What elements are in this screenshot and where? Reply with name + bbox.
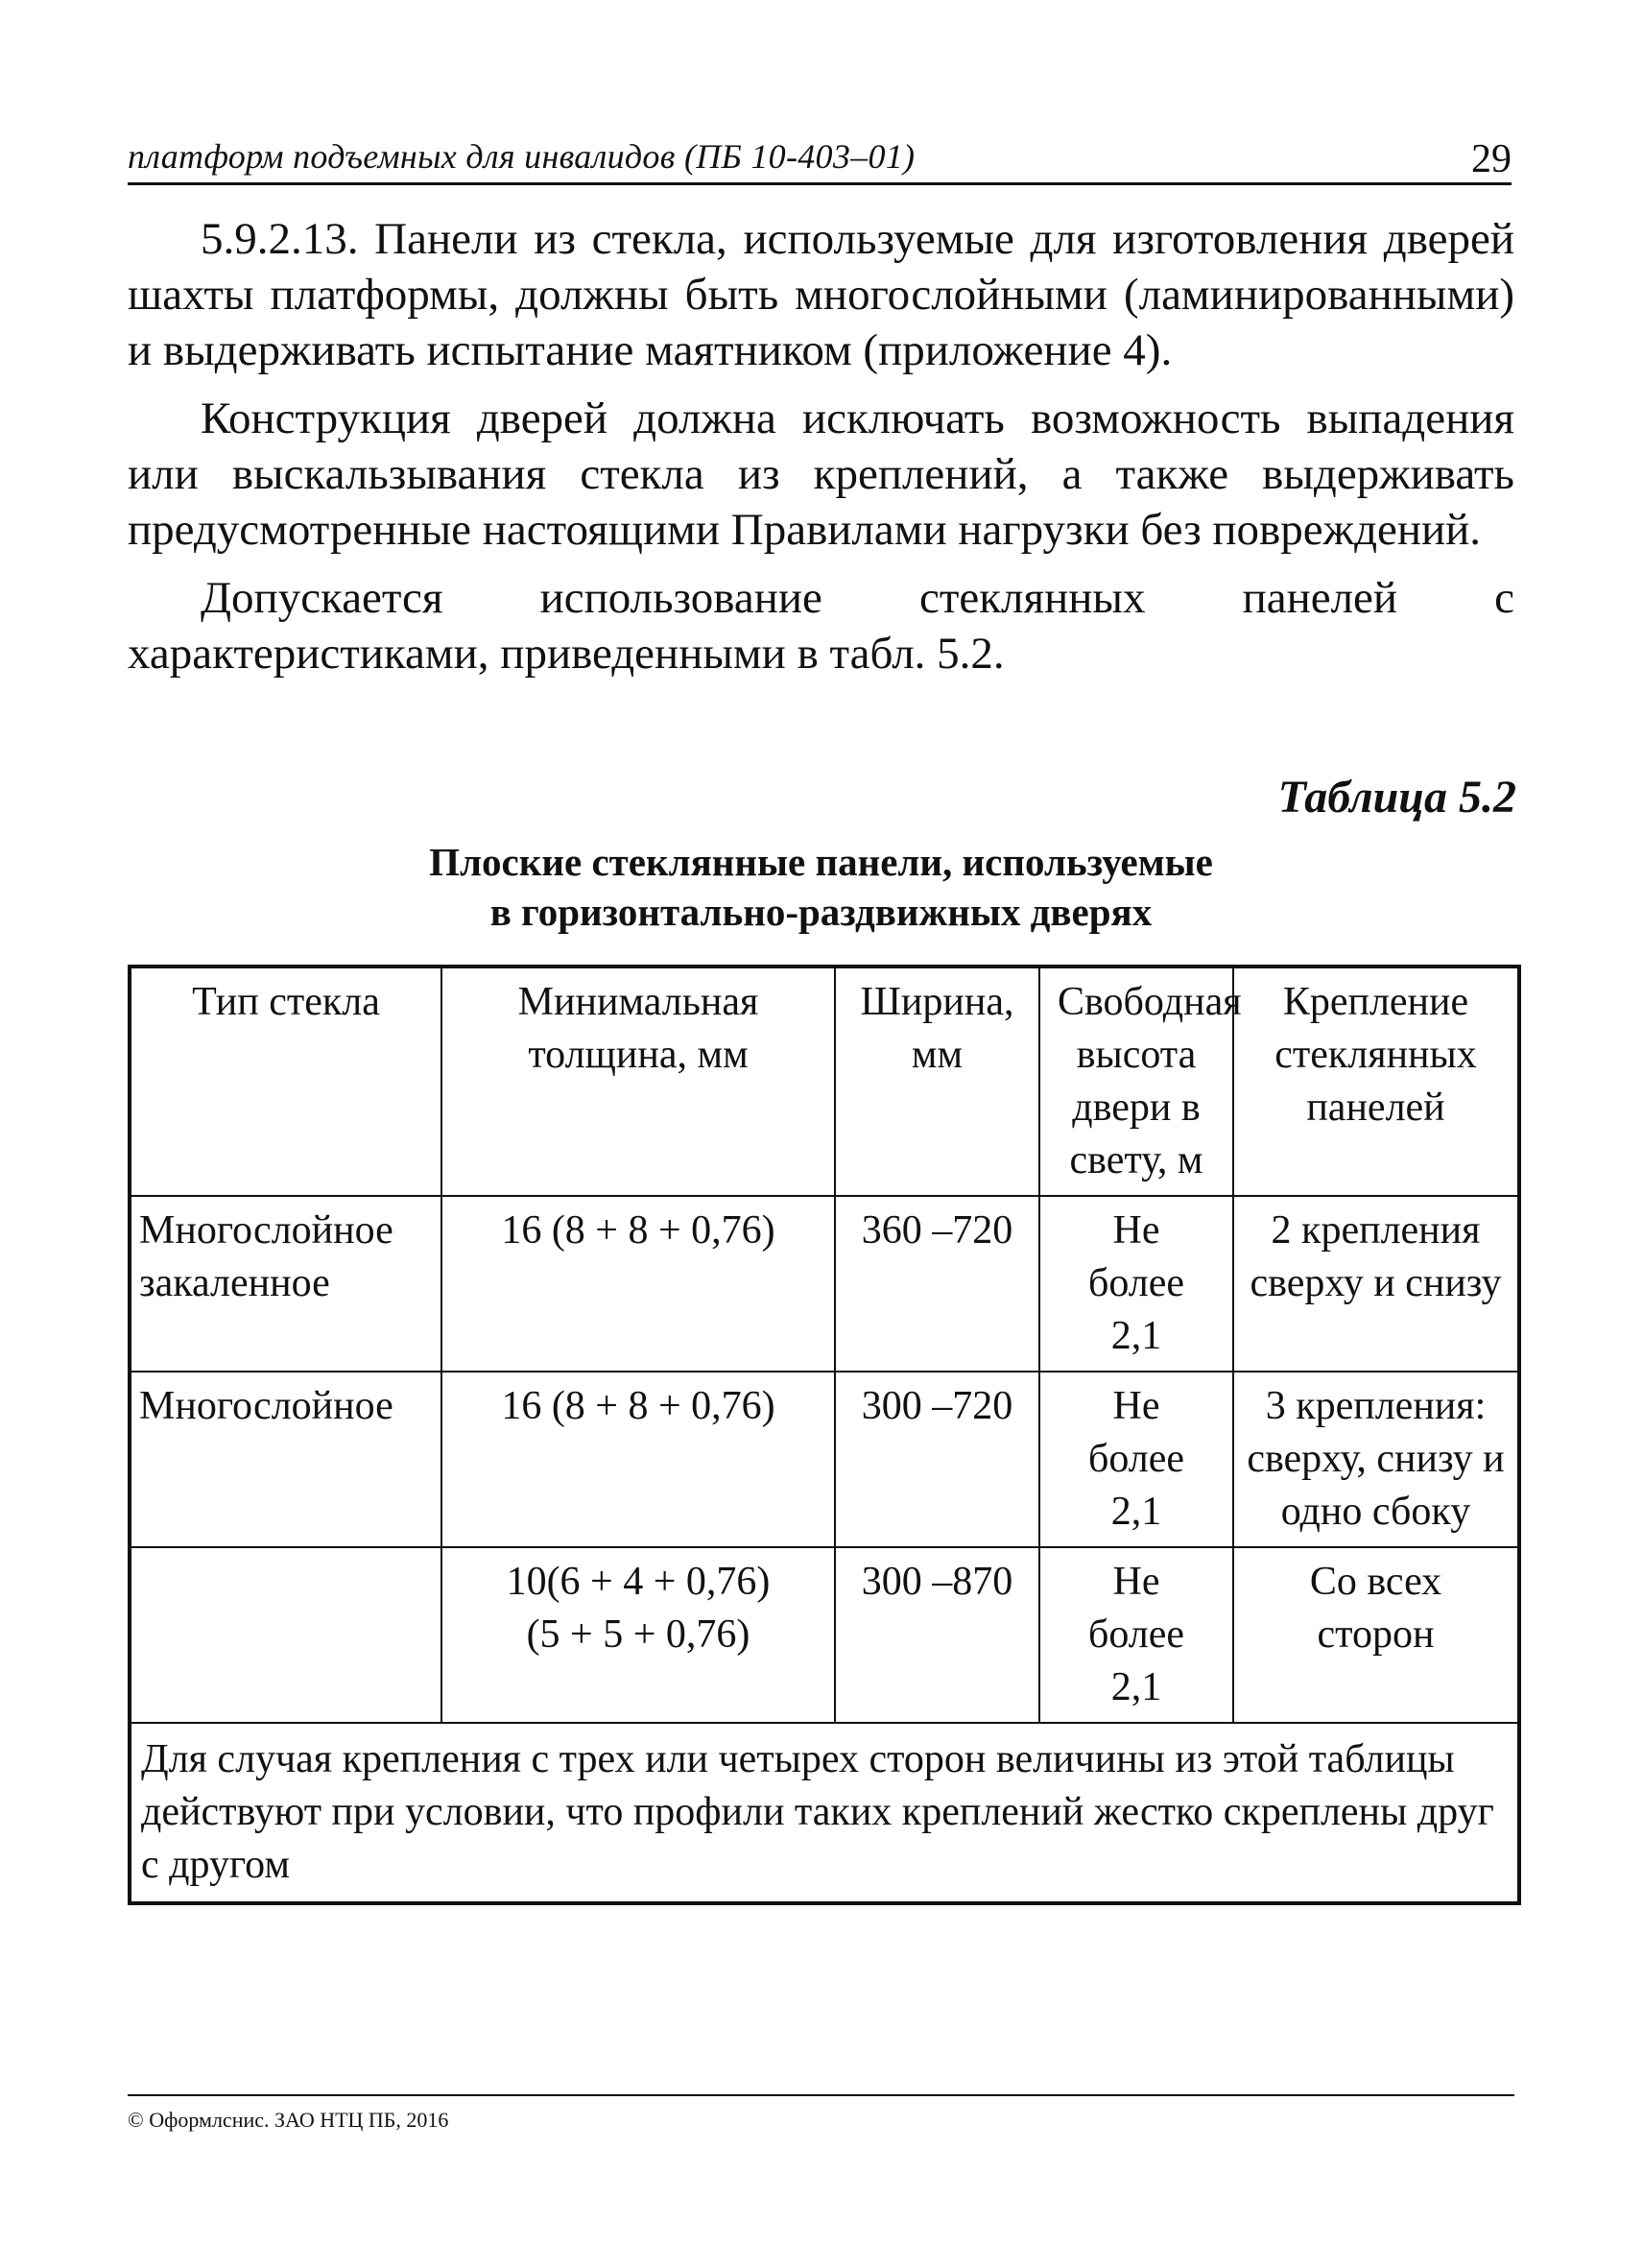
- table-row: [130, 1547, 1519, 1723]
- table-label: Таблица 5.2: [1277, 772, 1516, 823]
- cell-mounting: Со всех сторон: [1233, 1547, 1519, 1723]
- cell-glass-type: Многослойное: [130, 1372, 441, 1547]
- cell-glass-type: Многослойное закаленное: [130, 1196, 441, 1372]
- header-glass-type: Тип стекла: [130, 967, 441, 1196]
- paragraph-door-construction: Конструкция дверей должна исключать возможность выпадения или выскальзывания стекла из креплений, а также выдерживать предусмотренные настоящими Правилами нагрузки без повреждений.: [128, 394, 1514, 555]
- table-note: Для случая крепления с трех или четырех сторон величины из этой таблицы действуют при условии, что профили таких креплений жестко скреплены друг с другом: [130, 1723, 1519, 1903]
- cell-min-thickness: [441, 1196, 835, 1372]
- glass-panels-table: [128, 965, 1521, 1905]
- table-row: [130, 1372, 1519, 1547]
- cell-clear-height: Не более 2,1: [1039, 1547, 1233, 1723]
- cell-mounting: 2 крепления сверху и снизу: [1233, 1196, 1519, 1372]
- paragraph-allowed-panels: Допускается использование стеклянных панелей с характеристиками, приведенными в табл. 5.2.: [128, 573, 1514, 679]
- table-row: [130, 1196, 1519, 1372]
- paragraph-5-9-2-13: 5.9.2.13. Панели из стекла, используемые для изготовления дверей шахты платформы, должны быть многослойными (ламинированными) и выдерживать испытание маятником (приложение 4).: [128, 214, 1514, 375]
- table-title-line-1: Плоские стеклянные панели, используемые: [429, 840, 1213, 884]
- header-title: платформ подъемных для инвалидов (ПБ 10-403–01): [128, 137, 916, 176]
- cell-clear-height: Не более 2,1: [1039, 1372, 1233, 1547]
- footer-copyright: © Оформлснис. ЗАО НТЦ ПБ, 2016: [128, 2108, 449, 2132]
- header-mounting: Крепление стеклянных панелей: [1233, 967, 1519, 1196]
- cell-width: 300 –870: [835, 1547, 1039, 1723]
- header-width: Ширина, мм: [835, 967, 1039, 1196]
- page-number: 29: [1471, 137, 1512, 181]
- cell-min-thickness: [441, 1372, 835, 1547]
- footer-divider: [128, 2094, 1514, 2096]
- cell-min-thickness-line: 16 (8 + 8 + 0,76): [501, 1384, 775, 1428]
- header-min-thickness: Минимальная толщина, мм: [441, 967, 835, 1196]
- cell-mounting: 3 крепления: сверху, снизу и одно сбоку: [1233, 1372, 1519, 1547]
- table-header-row: [130, 967, 1519, 1196]
- table-title-line-2: в горизонтально-раздвижных дверях: [489, 890, 1153, 934]
- body-text: [128, 211, 1514, 694]
- table-note-row: [130, 1723, 1519, 1903]
- cell-min-thickness-line: (5 + 5 + 0,76): [526, 1612, 750, 1657]
- cell-width: 300 –720: [835, 1372, 1039, 1547]
- table-title: [128, 837, 1514, 937]
- cell-width: 360 –720: [835, 1196, 1039, 1372]
- header-clear-height: Свободная высота двери в свету, м: [1039, 967, 1233, 1196]
- cell-min-thickness-line: 10(6 + 4 + 0,76): [506, 1560, 771, 1604]
- cell-clear-height: Не более 2,1: [1039, 1196, 1233, 1372]
- running-header: [128, 123, 1512, 185]
- cell-min-thickness: [441, 1547, 835, 1723]
- cell-min-thickness-line: 16 (8 + 8 + 0,76): [501, 1208, 775, 1253]
- cell-glass-type: [130, 1547, 441, 1723]
